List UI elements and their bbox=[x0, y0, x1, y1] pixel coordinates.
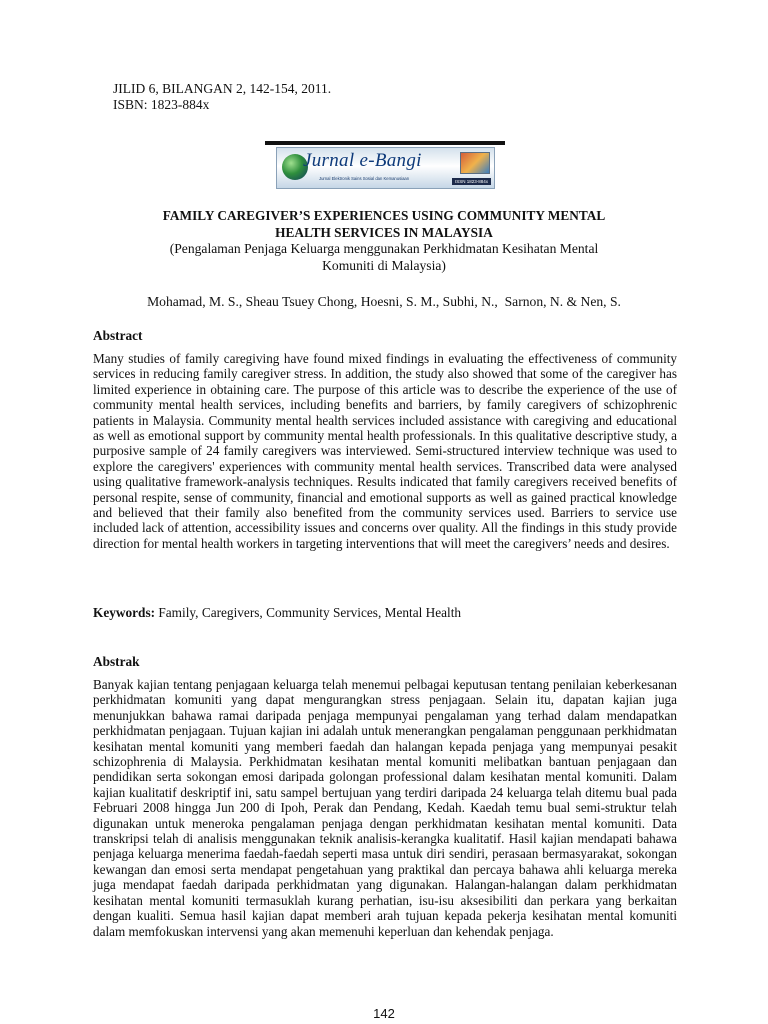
banner-illustration-icon bbox=[460, 152, 490, 174]
volume-line: JILID 6, BILANGAN 2, 142-154, 2011. bbox=[113, 81, 332, 96]
keywords-label: Keywords: bbox=[93, 605, 156, 620]
page-number: 142 bbox=[373, 1006, 395, 1021]
issn-badge: ISSN 1823-884x bbox=[452, 178, 491, 185]
abstrak-heading: Abstrak bbox=[93, 654, 140, 669]
abstract-text: Many studies of family caregiving have found mixed findings in evaluating the effectiveness of community services in reducing family caregiver stress. In addition, the study also showed that some of the caregiver has limited experience in obtaining care. The purpose of this article was to describe the experience of the use of community mental health services, including benefits and barriers, by family caregivers of schizophrenic patients in Malaysia. Community mental health services included assistance with caregiving and educational as well as emotional support by community mental health professionals. In this qualitative descriptive study, a purposive sample of 24 family caregivers was interviewed. Semi-structured interview technique was used to explore the caregivers' experiences with community mental health services. Transcribed data were analysed using qualitative framework-analysis techniques. Results indicated that family caregivers received benefits of personal respite, sense of community, financial and emotional supports as well as gained practical knowledge and believed that their family also benefited from the community services used. Barriers to service use included lack of attention, accessibility issues and concerns over quality. All the findings in this study provide direction for mental health workers in targeting interventions that will meet the caregivers’ needs and desires. bbox=[93, 351, 677, 551]
banner-subtitle: Jurnal Elektronik Sains Sosial dan Kemanusiaan bbox=[319, 176, 410, 181]
journal-meta bbox=[113, 81, 331, 113]
abstrak-text: Banyak kajian tentang penjagaan keluarga telah menemui pelbagai keputusan tentang penilaian keberkesanan perkhidmatan komuniti yang dapat mengurangkan stress penjagaan. Selain itu, dapatan kajian juga menunjukkan bahawa ramai daripada penjaga mempunyai pengalaman yang terhad dalam mendapatkan perkhidmatan penjagaan. Tujuan kajian ini adalah untuk menerangkan pengalaman penggunaan perkhidmatan kesihatan mental komuniti yang memberi faedah dan halangan kepada penjaga yang mempunyai pesakit schizophrenia di Malaysia. Perkhidmatan kesihatan mental komuniti melibatkan bantuan penjagaan dan pendidikan serta sokongan emosi daripada golongan professional dalam kesihatan mental komuniti. Dalam kajian kualitatif deskriptif ini, satu sampel bertujuan yang terdiri daripada 24 keluarga telah ditemu bual pada Februari 2008 hingga Jun 200 di Ipoh, Perak dan Pendang, Kedah. Kaedah temu bual semi-struktur telah digunakan untuk meneroka pengalaman penjaga dengan perkhidmatan kesihatan mental komuniti. Data transkripsi telah di analisis menggunakan teknik analisis-kerangka kualitatif. Hasil kajian mendapati bahawa penjaga keluarga menerima faedah-faedah seperti masa untuk diri sendiri, perasaan bermasyarakat, sokongan kewangan dan emosi serta mendapat pengetahuan yang praktikal dan percaya bahawa ahli keluarga mereka juga mendapat faedah daripada perkhidmatan yang digunakan. Halangan-halangan dalam perkhidmatan kesihatan mental komuniti termasuklah kurang perhatian, isu-isu aksesibiliti dan perkara yang berkaitan dengan kualiti. Semua hasil kajian dapat memberi arah tujuan kepada pekerja kesihatan mental komuniti dalam memfokuskan intervensi yang akan memenuhi keperluan dan kehendak penjaga. bbox=[93, 677, 677, 939]
keywords bbox=[93, 605, 461, 621]
banner-logo-text: Jurnal e-Bangi bbox=[303, 150, 422, 171]
abstract-heading: Abstract bbox=[93, 328, 143, 343]
banner-rule bbox=[265, 141, 505, 145]
banner-image bbox=[276, 147, 495, 189]
title-malay-line1: (Pengalaman Penjaga Keluarga menggunakan Perkhidmatan Kesihatan Mental bbox=[169, 241, 599, 256]
authors: Mohamad, M. S., Sheau Tsuey Chong, Hoesni, S. M., Subhi, N., Sarnon, N. & Nen, S. bbox=[147, 294, 621, 309]
title-english-line1: FAMILY CAREGIVER’S EXPERIENCES USING COMMUNITY MENTAL bbox=[162, 208, 606, 223]
title-malay-line2: Komuniti di Malaysia) bbox=[322, 257, 446, 273]
title-english-line2: HEALTH SERVICES IN MALAYSIA bbox=[275, 224, 493, 240]
isbn-line: ISBN: 1823-884x bbox=[113, 97, 210, 112]
article-title bbox=[80, 208, 688, 274]
journal-banner bbox=[265, 141, 505, 184]
keywords-text: Family, Caregivers, Community Services, Mental Health bbox=[155, 605, 462, 620]
